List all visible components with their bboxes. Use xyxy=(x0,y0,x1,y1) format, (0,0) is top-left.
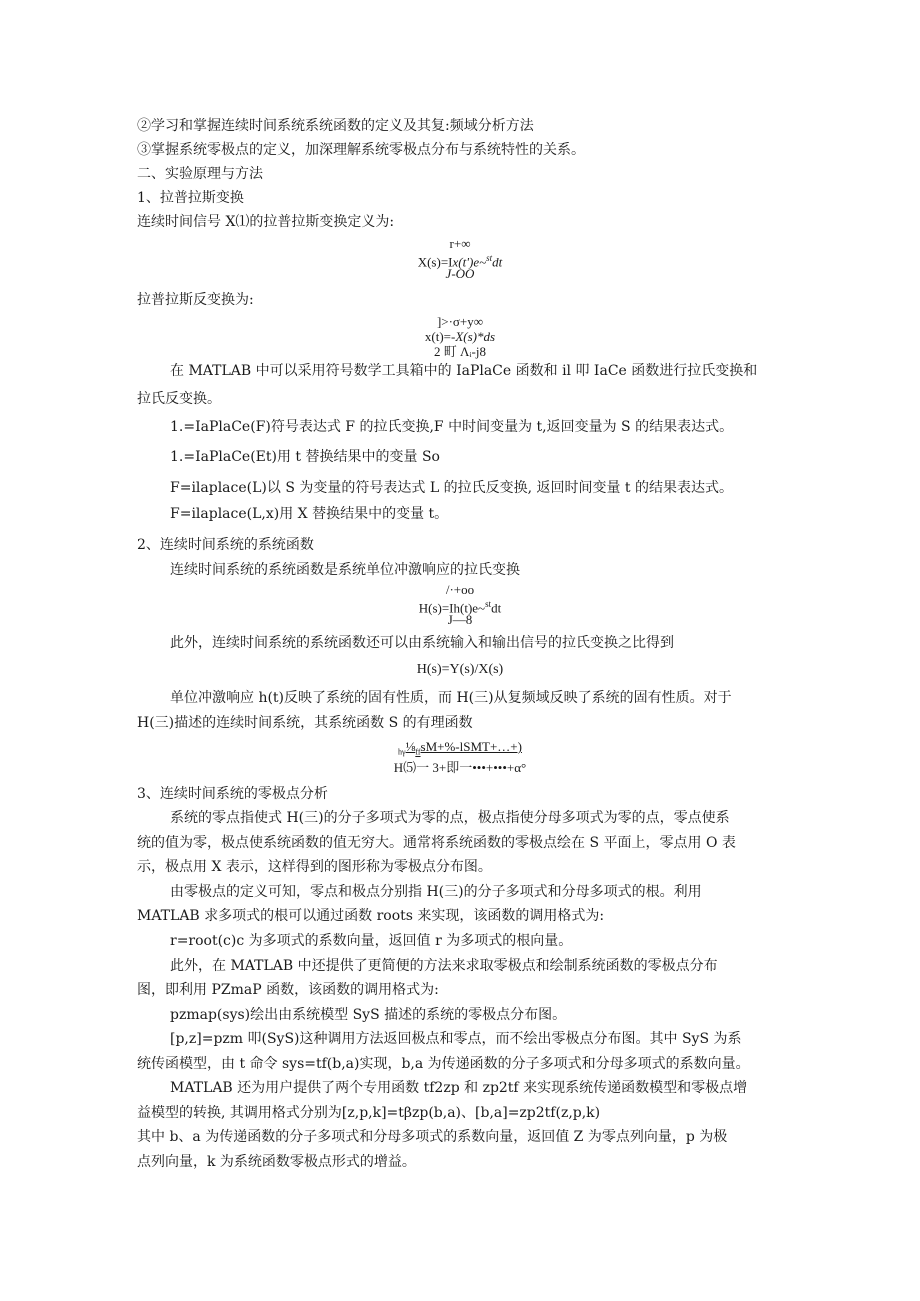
pzmap-return-para-line1: [p,z]=pzm 叩(SyS)这种调用方法返回极点和零点，而不绘出零极点分布图。其中 SyS 为系 xyxy=(170,1031,742,1047)
formula-part: x(t')e~ xyxy=(452,254,487,270)
subsection-1-title: 1、拉普拉斯变换 xyxy=(137,190,244,206)
formula-part: H(s)=Ih(t)e~ xyxy=(418,600,486,616)
formula-transfer-ratio: H(s)=Y(s)/X(s) xyxy=(416,662,504,677)
pzmap-para-line1: 此外，在 MATLAB 中还提供了更简便的方法来求取零极点和绘制系统函数的零极点分布 xyxy=(170,958,718,974)
formula-part: x(t)=- xyxy=(424,329,456,344)
coefficients-para-line1: 其中 b、a 为传递函数的分子多项式和分母多项式的系数向量，返回值 Z 为零点列向量，p 为极 xyxy=(137,1129,728,1145)
pzmap-return-para-line2: 统传函模型，由 t 命令 sys=tf(b,a)实现，b,a 为传递函数的分子多项式和分母多项式的系数向量。 xyxy=(137,1056,750,1072)
formula-subscript: hγ xyxy=(398,747,406,757)
subsection-3-title: 3、连续时间系统的零极点分析 xyxy=(137,786,328,802)
formula-exponent: st xyxy=(485,599,492,609)
formula-part: ⅛ xyxy=(405,739,416,754)
formula-part: dt xyxy=(492,254,503,270)
tf2zp-para-line2: 益模型的转换, 其调用格式分别为[z,p,k]=tβzp(b,a)、[b,a]=zp2tf(z,p,k) xyxy=(137,1105,601,1121)
coefficients-para-line2: 点列向量，k 为系统函数零极点形式的增益。 xyxy=(137,1154,416,1170)
zero-pole-para-line1: 系统的零点指使式 H(三)的分子多项式为零的点，极点指使分母多项式为零的点，零点使系 xyxy=(170,810,730,826)
formula-part: X(s) xyxy=(455,329,478,344)
command-laplace-2: 1.=IaPlaCe(Et)用 t 替换结果中的变量 So xyxy=(170,449,440,465)
system-function-definition: 连续时间系统的系统函数是系统单位冲激响应的拉氏变换 xyxy=(170,562,520,578)
formula-part: dt xyxy=(491,600,502,616)
formula-subscript: ff xyxy=(415,747,421,757)
tf2zp-para-line1: MATLAB 还为用户提供了两个专用函数 tf2zp 和 zp2tf 来实现系统传递函数模型和零极点增 xyxy=(170,1080,748,1096)
command-laplace-1: 1.=IaPlaCe(F)符号表达式 F 的拉氏变换,F 中时间变量为 t,返回变量为 S 的结果表达式。 xyxy=(170,419,734,435)
impulse-response-para-line2: H(三)描述的连续时间系统，其系统函数 S 的有理函数 xyxy=(137,715,473,731)
matlab-laplace-para-line2: 拉氏反变换。 xyxy=(137,391,221,407)
formula-system-lower-limit: J—8 xyxy=(447,612,473,627)
goal-3: ③掌握系统零极点的定义，加深理解系统零极点分布与系统特性的关系。 xyxy=(137,142,585,158)
formula-rational-denominator: H⑸一 3+即一•••+•••+α° xyxy=(393,760,527,775)
command-ilaplace-2: F=ilaplace(L,x)用 X 替换结果中的变量 t。 xyxy=(170,506,449,522)
matlab-laplace-para-line1: 在 MATLAB 中可以采用符号数学工具箱中的 IaPlaCe 函数和 il 叩 IaCe 函数进行拉氏变换和 xyxy=(170,363,758,379)
laplace-definition-intro: 连续时间信号 X⑴的拉普拉斯变换定义为: xyxy=(137,214,395,230)
formula-part: X(s)=I xyxy=(417,254,453,270)
formula-inverse-lower-limit: 2 町 Λᵢ-j8 xyxy=(434,344,486,359)
subsection-2-title: 2、连续时间系统的系统函数 xyxy=(137,537,314,553)
formula-part: *ds xyxy=(477,329,496,344)
formula-inverse-laplace xyxy=(0,329,920,344)
goal-2: ②学习和掌握连续时间系统系统函数的定义及其复:频域分析方法 xyxy=(137,118,534,134)
roots-para-line1: 由零极点的定义可知，零点和极点分别指 H(三)的分子多项式和分母多项式的根。利用 xyxy=(170,884,702,900)
roots-para-line2: MATLAB 求多项式的根可以通过函数 roots 来实现，该函数的调用格式为: xyxy=(137,908,605,924)
section-2-title: 二、实验原理与方法 xyxy=(137,166,263,182)
formula-rational-numerator xyxy=(0,739,920,760)
roots-usage: r=root(c)c 为多项式的系数向量，返回值 r 为多项式的根向量。 xyxy=(170,933,573,949)
formula-part: sM+%-lSMT+…+) xyxy=(420,739,522,754)
pzmap-para-line2: 图，即利用 PZmaP 函数，该函数的调用格式为: xyxy=(137,982,439,998)
formula-laplace-lower-limit: J-OO xyxy=(445,266,475,281)
zero-pole-para-line3: 示，极点用 X 表示，这样得到的图形称为零极点分布图。 xyxy=(137,859,492,875)
pzmap-usage: pzmap(sys)绘出由系统模型 SyS 描述的系统的零极点分布图。 xyxy=(170,1007,567,1023)
inverse-laplace-intro: 拉普拉斯反变换为: xyxy=(137,292,254,308)
system-function-ratio-intro: 此外，连续时间系统的系统函数还可以由系统输入和输出信号的拉氏变换之比得到 xyxy=(170,635,674,651)
command-ilaplace-1: F=ilaplace(L)以 S 为变量的符号表达式 L 的拉氏反变换, 返回时间变量 t 的结果表达式。 xyxy=(170,480,733,496)
impulse-response-para-line1: 单位冲激响应 h(t)反映了系统的固有性质，而 H(三)从复频域反映了系统的固有性质。对于 xyxy=(170,690,732,706)
formula-inverse-upper-limit: ]>·σ+y∞ xyxy=(436,314,484,329)
formula-system-upper-limit: /·+oo xyxy=(445,582,475,597)
formula-laplace-upper-limit: r+∞ xyxy=(449,236,471,251)
formula-exponent: st xyxy=(486,253,493,263)
zero-pole-para-line2: 统的值为零，极点使系统函数的值无穷大。通常将系统函数的零极点绘在 S 平面上，零点用 O 表 xyxy=(137,835,736,851)
